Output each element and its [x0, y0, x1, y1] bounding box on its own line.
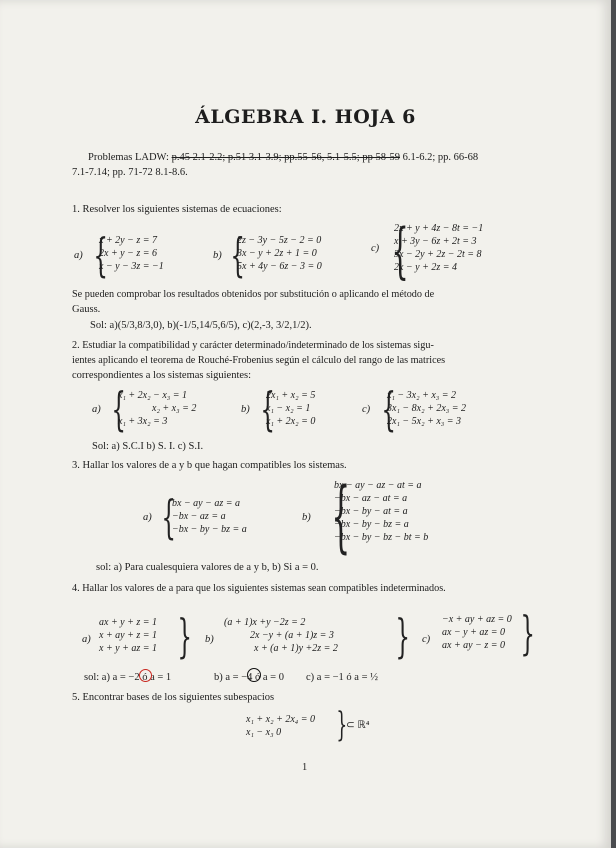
ex1-c-system [394, 222, 483, 274]
equation: x + 3y − 6z + 2t = 3 [394, 236, 477, 247]
equation: 3x₁ − 8x₂ + 2x₃ = 2 [387, 403, 466, 414]
ex2-heading-line2: ientes aplicando el teorema de Rouché-Frobenius según el cálculo del rango de las matrices [72, 355, 446, 366]
ex5-space: ⊂ ℝ⁴ [346, 720, 370, 731]
ex4-a-system [99, 616, 157, 655]
problems-line [88, 152, 478, 163]
ex1-c-label: c) [371, 243, 380, 254]
equation: ax + ay − z = 0 [442, 640, 506, 651]
ex4-c-label: c) [422, 634, 431, 645]
equation: x₁ − x₃ 0 [246, 727, 282, 738]
equation: x₁ + 2x₂ = 0 [266, 416, 316, 427]
problems-struck: p.45 2.1-2.2; p.51 3.1-3.9; pp.55-56, 5.1-5.5; pp 58-59 [171, 152, 400, 163]
left-brace-icon: { [161, 490, 176, 544]
ex4-b-label: b) [205, 634, 214, 645]
ex3-a-system [172, 497, 247, 536]
equation: −bx − az − at = a [334, 493, 408, 504]
ex1-heading: 1. Resolver los siguientes sistemas de ecuaciones: [72, 204, 282, 215]
right-brace-icon: } [177, 609, 192, 663]
equation: 3x − 2y + 2z − 2t = 8 [394, 249, 482, 260]
equation: −x + ay + az = 0 [442, 614, 512, 625]
equation: 5x + 4y − 6z − 3 = 0 [237, 261, 322, 272]
ex5-system [246, 713, 315, 739]
problems-label: Problemas LADW: [88, 152, 169, 163]
equation: 2z − 3y − 5z − 2 = 0 [237, 235, 322, 246]
equation: −bx − by − bz = a [172, 524, 247, 535]
ex1-note-line2: Gauss. [72, 304, 101, 315]
equation: x₁ − x₂ = 1 [266, 403, 311, 414]
problems-line-2: 7.1-7.14; pp. 71-72 8.1-8.6. [72, 167, 188, 178]
left-brace-icon: { [93, 228, 108, 282]
ex2-a-label: a) [92, 404, 101, 415]
ex2-a-system [118, 389, 196, 428]
equation: x − y − 3z = −1 [99, 261, 164, 272]
ex3-b-label: b) [302, 512, 311, 523]
red-circle-mark-icon [139, 669, 152, 682]
equation: bx − ay − az − at = a [334, 480, 422, 491]
left-brace-icon: { [391, 216, 409, 286]
ex3-heading: 3. Hallar los valores de a y b que hagan compatibles los sistemas. [72, 460, 347, 471]
equation: 2x + y − z = 6 [99, 248, 158, 259]
right-brace-icon: } [336, 705, 348, 745]
ex2-b-label: b) [241, 404, 250, 415]
ex4-solution-b: b) a = −4 ó a = 0 [214, 672, 284, 683]
equation: −bx − az = a [172, 511, 226, 522]
right-brace-icon: } [520, 606, 535, 660]
ex2-heading-line1: 2. Estudiar la compatibilidad y carácter determinado/indeterminado de los sistemas sigu- [72, 340, 434, 351]
equation: x + y + az = 1 [99, 643, 158, 654]
equation: bx − ay − az = a [172, 498, 241, 509]
right-brace-icon: } [395, 609, 410, 663]
circle-mark-icon [247, 668, 261, 682]
left-brace-icon: { [331, 472, 351, 562]
equation: 2x − y + 2z = 4 [394, 262, 458, 273]
left-brace-icon: { [260, 382, 275, 436]
equation: −bx − by − bz = a [334, 519, 409, 530]
ex3-a-label: a) [143, 512, 152, 523]
equation: x + 2y − z = 7 [99, 235, 158, 246]
equation: (a + 1)x +y −2z = 2 [224, 617, 306, 628]
page-title: ÁLGEBRA I. HOJA 6 [195, 106, 416, 128]
ex5-heading: 5. Encontrar bases de los siguientes subespacios [72, 692, 275, 703]
equation: −bx − by − at = a [334, 506, 408, 517]
equation: ax − y + az = 0 [442, 627, 506, 638]
equation: −bx − by − bz − bt = b [334, 532, 429, 543]
problems-rest: 6.1-6.2; pp. 66-68 [402, 152, 479, 163]
equation: 3x − y + 2z + 1 = 0 [237, 248, 317, 259]
equation: x + ay + z = 1 [99, 630, 158, 641]
ex1-b-label: b) [213, 250, 222, 261]
ex2-heading-line3: correspondientes a los sistemas siguientes: [72, 370, 252, 381]
ex4-a-label: a) [82, 634, 91, 645]
equation: x₁ + 2x₂ − x₃ = 1 [118, 390, 187, 401]
ex1-b-system [237, 234, 322, 273]
ex2-solution: Sol: a) S.C.I b) S. I. c) S.I. [92, 441, 204, 452]
ex4-c-system [442, 613, 512, 652]
equation: x₁ + x₂ + 2x₄ = 0 [246, 714, 315, 725]
ex1-note-line1: Se pueden comprobar los resultados obtenidos por substitución o aplicando el método de [72, 289, 435, 300]
equation: x + (a + 1)y +2z = 2 [254, 643, 338, 654]
equation: 2x₁ + x₂ = 5 [266, 390, 316, 401]
ex4-solution-c: c) a = −1 ó a = ½ [306, 672, 378, 683]
equation: 2x + y + 4z − 8t = −1 [394, 223, 484, 234]
page-number: 1 [302, 762, 308, 773]
ex1-a-system [99, 234, 164, 273]
ex1-solution: Sol: a)(5/3,8/3,0), b)(-1/5,14/5,6/5), c)(2,-3, 3/2,1/2). [90, 320, 312, 331]
equation: x₂ + x₃ = 2 [152, 403, 197, 414]
ex2-b-system [266, 389, 315, 428]
equation: 2x −y + (a + 1)z = 3 [250, 630, 334, 641]
left-brace-icon: { [381, 382, 396, 436]
ex4-solution-a: sol: a) a = −2 ó a = 1 [84, 672, 172, 683]
ex3-b-system [334, 479, 428, 544]
ex4-heading: 4. Hallar los valores de a para que los siguientes sistemas sean compatibles indeterminados. [72, 583, 446, 594]
equation: x₁ − 3x₂ + x₃ = 2 [387, 390, 456, 401]
ex1-a-label: a) [74, 250, 83, 261]
left-brace-icon: { [111, 382, 126, 436]
left-brace-icon: { [230, 228, 245, 282]
ex2-c-system [387, 389, 466, 428]
ex4-b-system [224, 616, 338, 655]
equation: 2x₁ − 5x₂ + x₃ = 3 [387, 416, 461, 427]
equation: ax + y + z = 1 [99, 617, 158, 628]
ex2-c-label: c) [362, 404, 371, 415]
ex3-solution: sol: a) Para cualesquiera valores de a y b, b) Si a = 0. [96, 562, 319, 573]
equation: x₁ + 3x₂ = 3 [118, 416, 168, 427]
